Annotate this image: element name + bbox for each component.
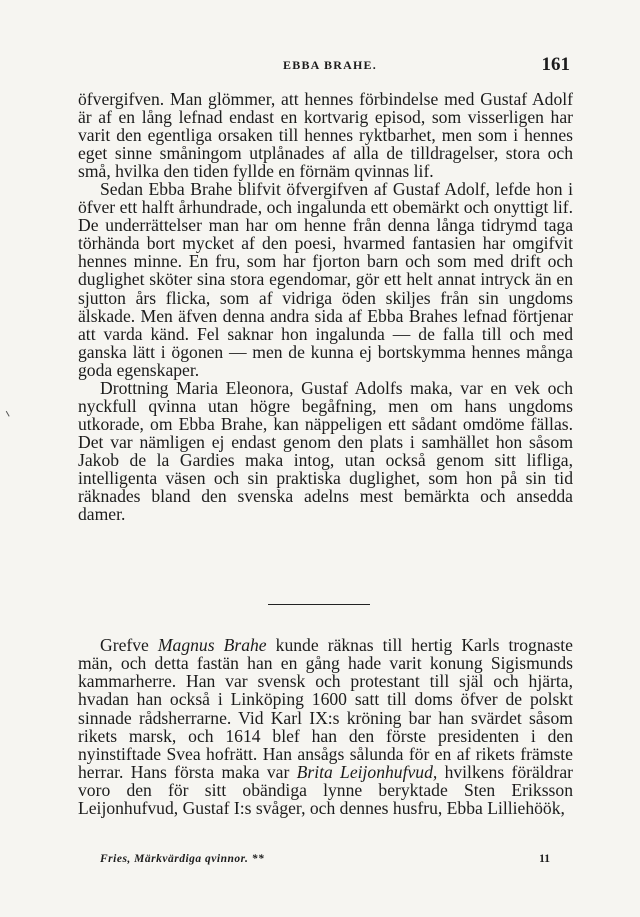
section-divider xyxy=(268,604,370,605)
name-brita-leijonhufvud: Brita Leijonhufvud, xyxy=(296,762,438,783)
footer-signature: Fries, Märkvärdiga qvinnor. ** xyxy=(100,853,265,865)
paragraph-4 xyxy=(78,636,573,818)
margin-mark xyxy=(6,409,12,416)
page-number: 161 xyxy=(541,54,570,75)
paragraph-4-part3: hvilkens föräldrar voro den för sitt obändiga lynne beryktade Sten Eriksson Leijonhufvud, Gustaf I:s svåger, och dennes husfru, Ebba Lilliehöök, xyxy=(78,762,574,819)
sheet-number: 11 xyxy=(539,853,550,865)
running-head xyxy=(70,54,570,74)
section-2-text xyxy=(78,636,573,818)
paragraph-1: öfvergifven. Man glömmer, att hennes förbindelse med Gustaf Adolf är af en lång lefnad endast en kortvarig episod, som visserligen har varit den egentliga orsaken till hennes ryktbarhet, men som i hennes eget sinne småningom utplånades af alla de tilldragelser, stora och små, hvilka den tiden fyllde en förnäm qvinnas lif. xyxy=(78,89,573,182)
paragraph-4-part2: kunde räknas till hertig Karls trognaste män, och detta fastän han en gång hade varit konung Sigismunds kammarherre. Han var svensk och protestant till själ och hjärta, hvadan han också i Linköping 1600 satt till doms öfver de polskt sinnade rådsherrarne. Vid Karl IX:s kröning bar han svärdet såsom rikets marsk, och 1614 blef han den förste presidenten i den nyinstiftade Svea hofrätt. Han ansågs sålunda för en af rikets främste herrar. Hans första maka var xyxy=(78,635,573,783)
running-title: EBBA BRAHE. xyxy=(283,58,377,72)
paragraph-4-part1: Grefve xyxy=(100,635,158,655)
name-magnus-brahe: Magnus Brahe xyxy=(157,635,267,655)
page-footer xyxy=(100,853,550,869)
paragraph-2: Sedan Ebba Brahe blifvit öfvergifven af Gustaf Adolf, lefde hon i öfver ett halft århundrade, och ingalunda ett obemärkt och onyttigt lif. De underrättelser man har om henne från denna långa tidrymd taga törhända bort mycket af den poesi, hvarmed fantasien har omgifvit hennes minne. En fru, som har fjorton barn och som med drift och duglighet sköter sina stora egendomar, gör ett helt annat intryck än en sjutton års flicka, som af vidriga öden skiljes från sin ungdoms älskade. Men äfven denna andra sida af Ebba Brahes lefnad förtjenar att varda känd. Fel saknar hon ingalunda — de falla till och med ganska lätt i ögonen — men de kunna ej bortskymma hennes många goda egenskaper. xyxy=(78,179,573,380)
body-text xyxy=(78,90,573,523)
paragraph-3: Drottning Maria Eleonora, Gustaf Adolfs maka, var en vek och nyckfull qvinna utan högre begåfning, men om hans ungdoms utkorade, om Ebba Brahe, kan näppeligen ett sådant omdöme fällas. Det var nämligen ej endast genom den plats i samhället hon såsom Jakob de la Gardies maka intog, utan också genom sitt lifliga, intelligenta väsen och sin praktiska duglighet, som hon på sin tid räknades bland den svenska adelns mest bemärkta och ansedda damer. xyxy=(78,377,573,525)
